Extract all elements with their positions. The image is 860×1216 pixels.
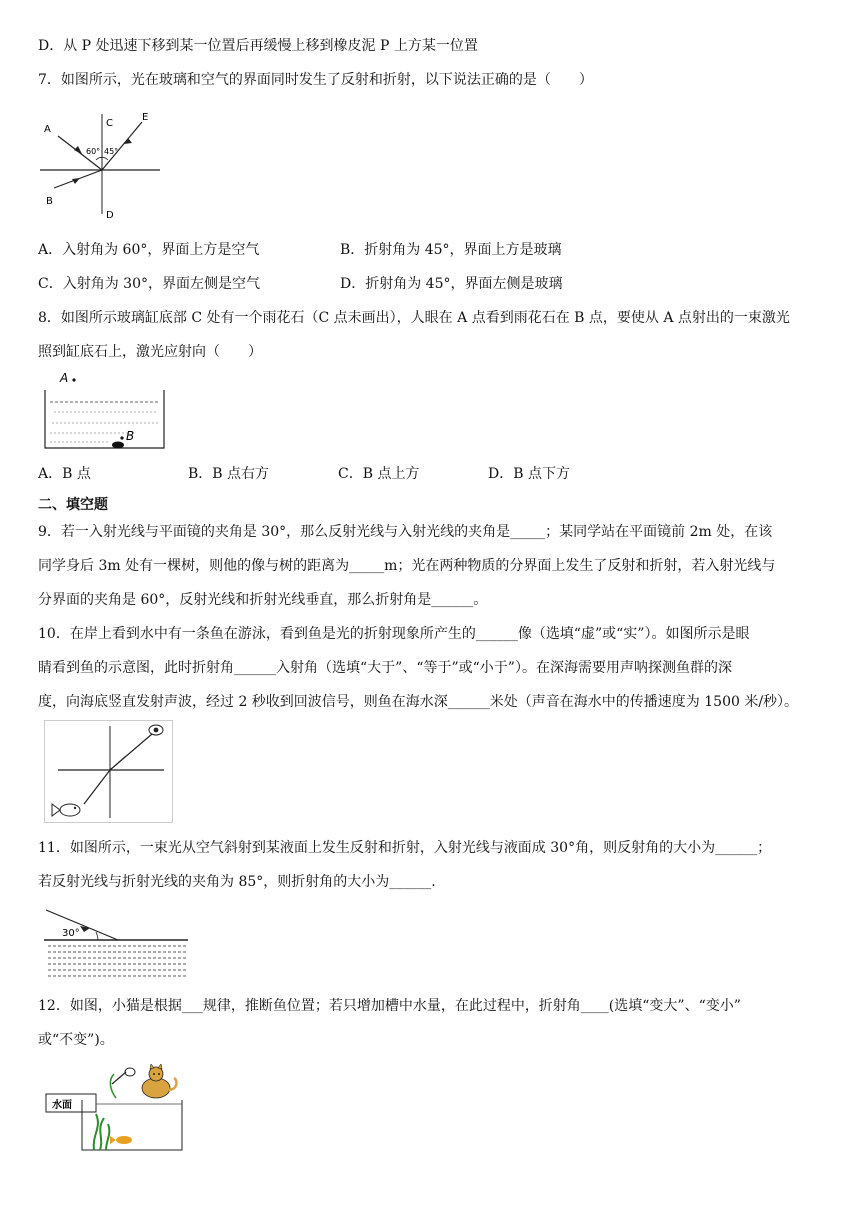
fish-icon	[60, 804, 80, 816]
q10-ray-in-water	[84, 770, 110, 804]
q11-line1: 11．如图所示，一束光从空气斜射到某液面上发生反射和折射，入射光线与液面成 30°角，则反射角的大小为______；	[38, 840, 772, 856]
q9-line2: 同学身后 3m 处有一棵树，则他的像与树的距离为_____m；光在两种物质的分界面上发生了反射和折射，若入射光线与	[38, 558, 776, 574]
cat-icon	[142, 1064, 176, 1098]
q7-arrow-e	[124, 138, 132, 144]
q8-tank-figure	[38, 368, 168, 452]
q10-line1: 10．在岸上看到水中有一条鱼在游泳，看到鱼是光的折射现象所产生的______像（选填“虚”或“实”）。如图所示是眼	[38, 626, 750, 642]
q7-option-c: C．入射角为 30°，界面左侧是空气	[38, 276, 260, 292]
fishing-rod	[112, 1072, 126, 1084]
q9-line1: 9．若一入射光线与平面镜的夹角是 30°，那么反射光线与入射光线的夹角是_____；某同学站在平面镜前 2m 处，在该	[38, 524, 773, 540]
q11-incident-ray	[46, 910, 118, 940]
q7-label-d: D	[106, 210, 114, 220]
q8-option-b: B．B 点右方	[188, 466, 270, 482]
q7-label-b: B	[46, 196, 53, 207]
q7-ray-e	[102, 122, 142, 170]
q8-point-b	[120, 436, 123, 439]
q7-arrow-a	[74, 146, 82, 154]
q7-stem: 7．如图所示，光在玻璃和空气的界面同时发生了反射和折射，以下说法正确的是（ ）	[38, 72, 593, 88]
q8-tank-outline	[45, 390, 164, 448]
q8-option-c: C．B 点上方	[338, 466, 420, 482]
q11-line2: 若反射光线与折射光线的夹角为 85°，则折射角的大小为______.	[38, 874, 436, 890]
q10-eye-fish-figure	[44, 720, 176, 824]
seaweed-icon	[94, 1114, 110, 1150]
q8-point-a	[72, 378, 75, 381]
q11-liquid-hatching	[48, 946, 188, 976]
q10-line3: 度，向海底竖直发射声波，经过 2 秒收到回波信号，则鱼在海水深______米处（声音在海水中的传播速度为 1500 米/秒）。	[38, 694, 799, 710]
q8-option-d: D．B 点下方	[488, 466, 570, 482]
q7-label-c: C	[106, 118, 113, 129]
section-title: 二、填空题	[38, 497, 108, 513]
q11-liquid-figure	[44, 904, 192, 980]
q7-label-a: A	[44, 124, 51, 135]
fishing-net-icon	[125, 1068, 135, 1076]
q11-angle-label: 30°	[62, 928, 80, 939]
q8-option-a: A．B 点	[38, 466, 91, 482]
q7-angle-60: 60°	[86, 147, 101, 156]
q7-label-e: E	[142, 112, 149, 123]
q9-line3: 分界面的夹角是 60°，反射光线和折射光线垂直，那么折射角是______。	[38, 592, 488, 608]
q12-cat-fish-figure	[44, 1064, 186, 1154]
goldfish-icon	[116, 1136, 132, 1144]
q7-option-d: D．折射角为 45°，界面左侧是玻璃	[340, 276, 563, 292]
q6-option-d: D．从 P 处迅速下移到某一位置后再缓慢上移到橡皮泥 P 上方某一位置	[38, 38, 478, 54]
q12-water-label: 水面	[52, 1100, 72, 1111]
q8-stem-line1: 8．如图所示玻璃缸底部 C 处有一个雨花石（C 点未画出），人眼在 A 点看到雨花石在 B 点，要使从 A 点射出的一束激光	[38, 310, 790, 326]
q8-stone-icon	[112, 442, 124, 449]
q10-line2: 睛看到鱼的示意图，此时折射角______入射角（选填“大于”、“等于”或“小于”）。在深海需要用声呐探测鱼群的深	[38, 660, 732, 676]
q7-option-a: A．入射角为 60°，界面上方是空气	[38, 242, 260, 258]
q7-angle-45: 45°	[104, 147, 119, 156]
q8-stem-line2: 照到缸底石上，激光应射向（ ）	[38, 344, 262, 360]
q12-line1: 12．如图，小猫是根据___规律，推断鱼位置；若只增加槽中水量，在此过程中，折射角____(选填“变大”、“变小”	[38, 998, 741, 1014]
q7-option-b: B．折射角为 45°，界面上方是玻璃	[340, 242, 562, 258]
q8-label-a: A	[60, 371, 69, 385]
q12-line2: 或“不变”)。	[38, 1032, 114, 1048]
q8-label-b: B	[126, 429, 135, 443]
q7-figure	[38, 108, 164, 220]
